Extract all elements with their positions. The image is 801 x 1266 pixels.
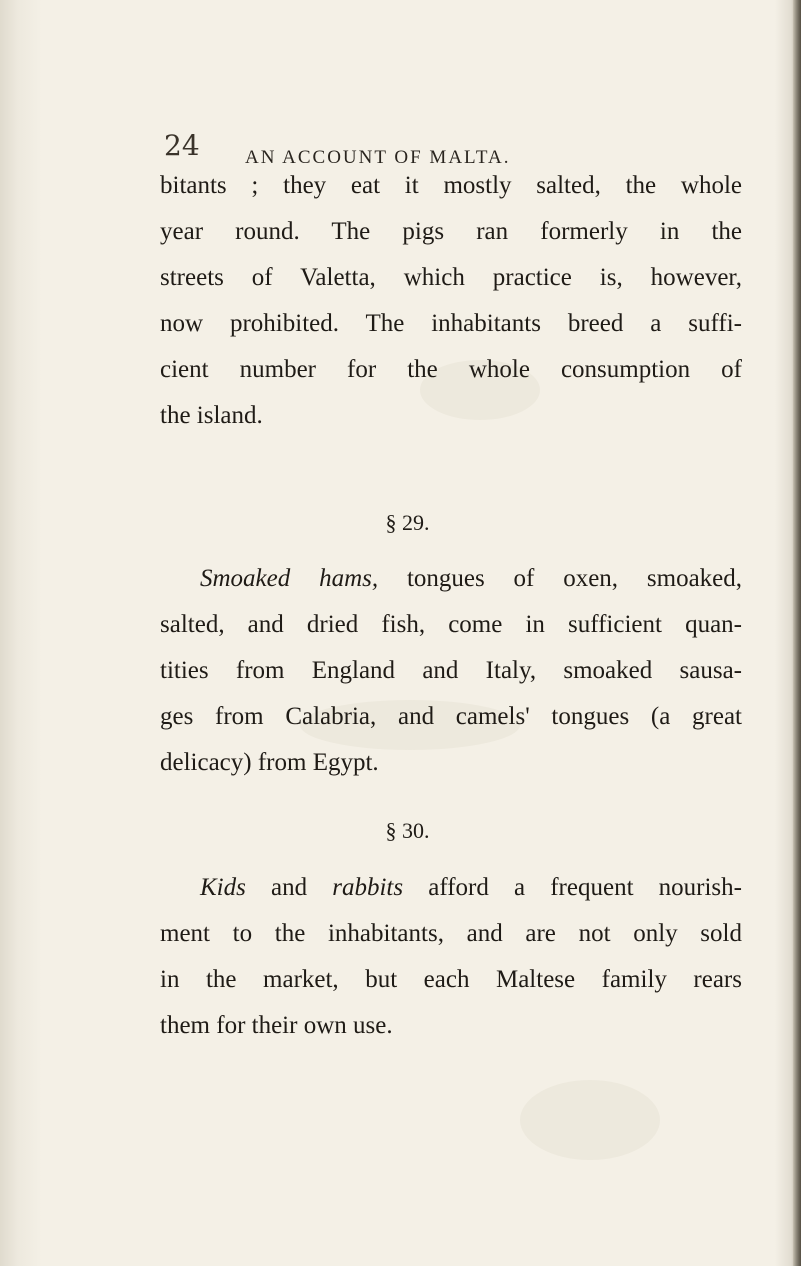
running-head: AN ACCOUNT OF MALTA.: [245, 147, 511, 168]
text-line: tities from England and Italy, smoaked sausa-: [160, 657, 742, 684]
text-line: in the market, but each Maltese family rears: [160, 966, 742, 993]
page-edge-shadow: [793, 0, 801, 1266]
italic-term: rabbits: [332, 874, 404, 901]
section-heading-30: § 30.: [385, 818, 430, 843]
section-heading-29: § 29.: [385, 510, 430, 535]
italic-term: Kids: [200, 874, 246, 901]
text-line: [160, 556, 742, 602]
text-line: them for their own use.: [160, 1012, 393, 1039]
text-line: [160, 865, 742, 911]
page-number: 24: [164, 129, 200, 162]
text-line: streets of Valetta, which practice is, however,: [160, 264, 742, 291]
paragraph-section-30: [160, 865, 742, 1049]
text-line: salted, and dried fish, come in sufficient quan-: [160, 611, 742, 638]
text-run: afford a frequent nourish-: [403, 874, 742, 901]
text-line: the island.: [160, 402, 263, 429]
text-line: bitants ; they eat it mostly salted, the whole: [160, 172, 742, 199]
text-line: year round. The pigs ran formerly in the: [160, 218, 742, 245]
italic-term: Smoaked hams,: [200, 565, 379, 592]
text-run: and: [245, 874, 333, 901]
paper-stain: [520, 1080, 660, 1160]
text-line: now prohibited. The inhabitants breed a suffi-: [160, 310, 742, 337]
text-line: ment to the inhabitants, and are not only sold: [160, 920, 742, 947]
paragraph-continued: [160, 163, 742, 439]
text-line: cient number for the whole consumption of: [160, 356, 742, 383]
text-run: tongues of oxen, smoaked,: [378, 565, 743, 592]
paragraph-section-29: [160, 556, 742, 786]
text-line: ges from Calabria, and camels' tongues (a great: [160, 703, 742, 730]
text-line: delicacy) from Egypt.: [160, 749, 379, 776]
